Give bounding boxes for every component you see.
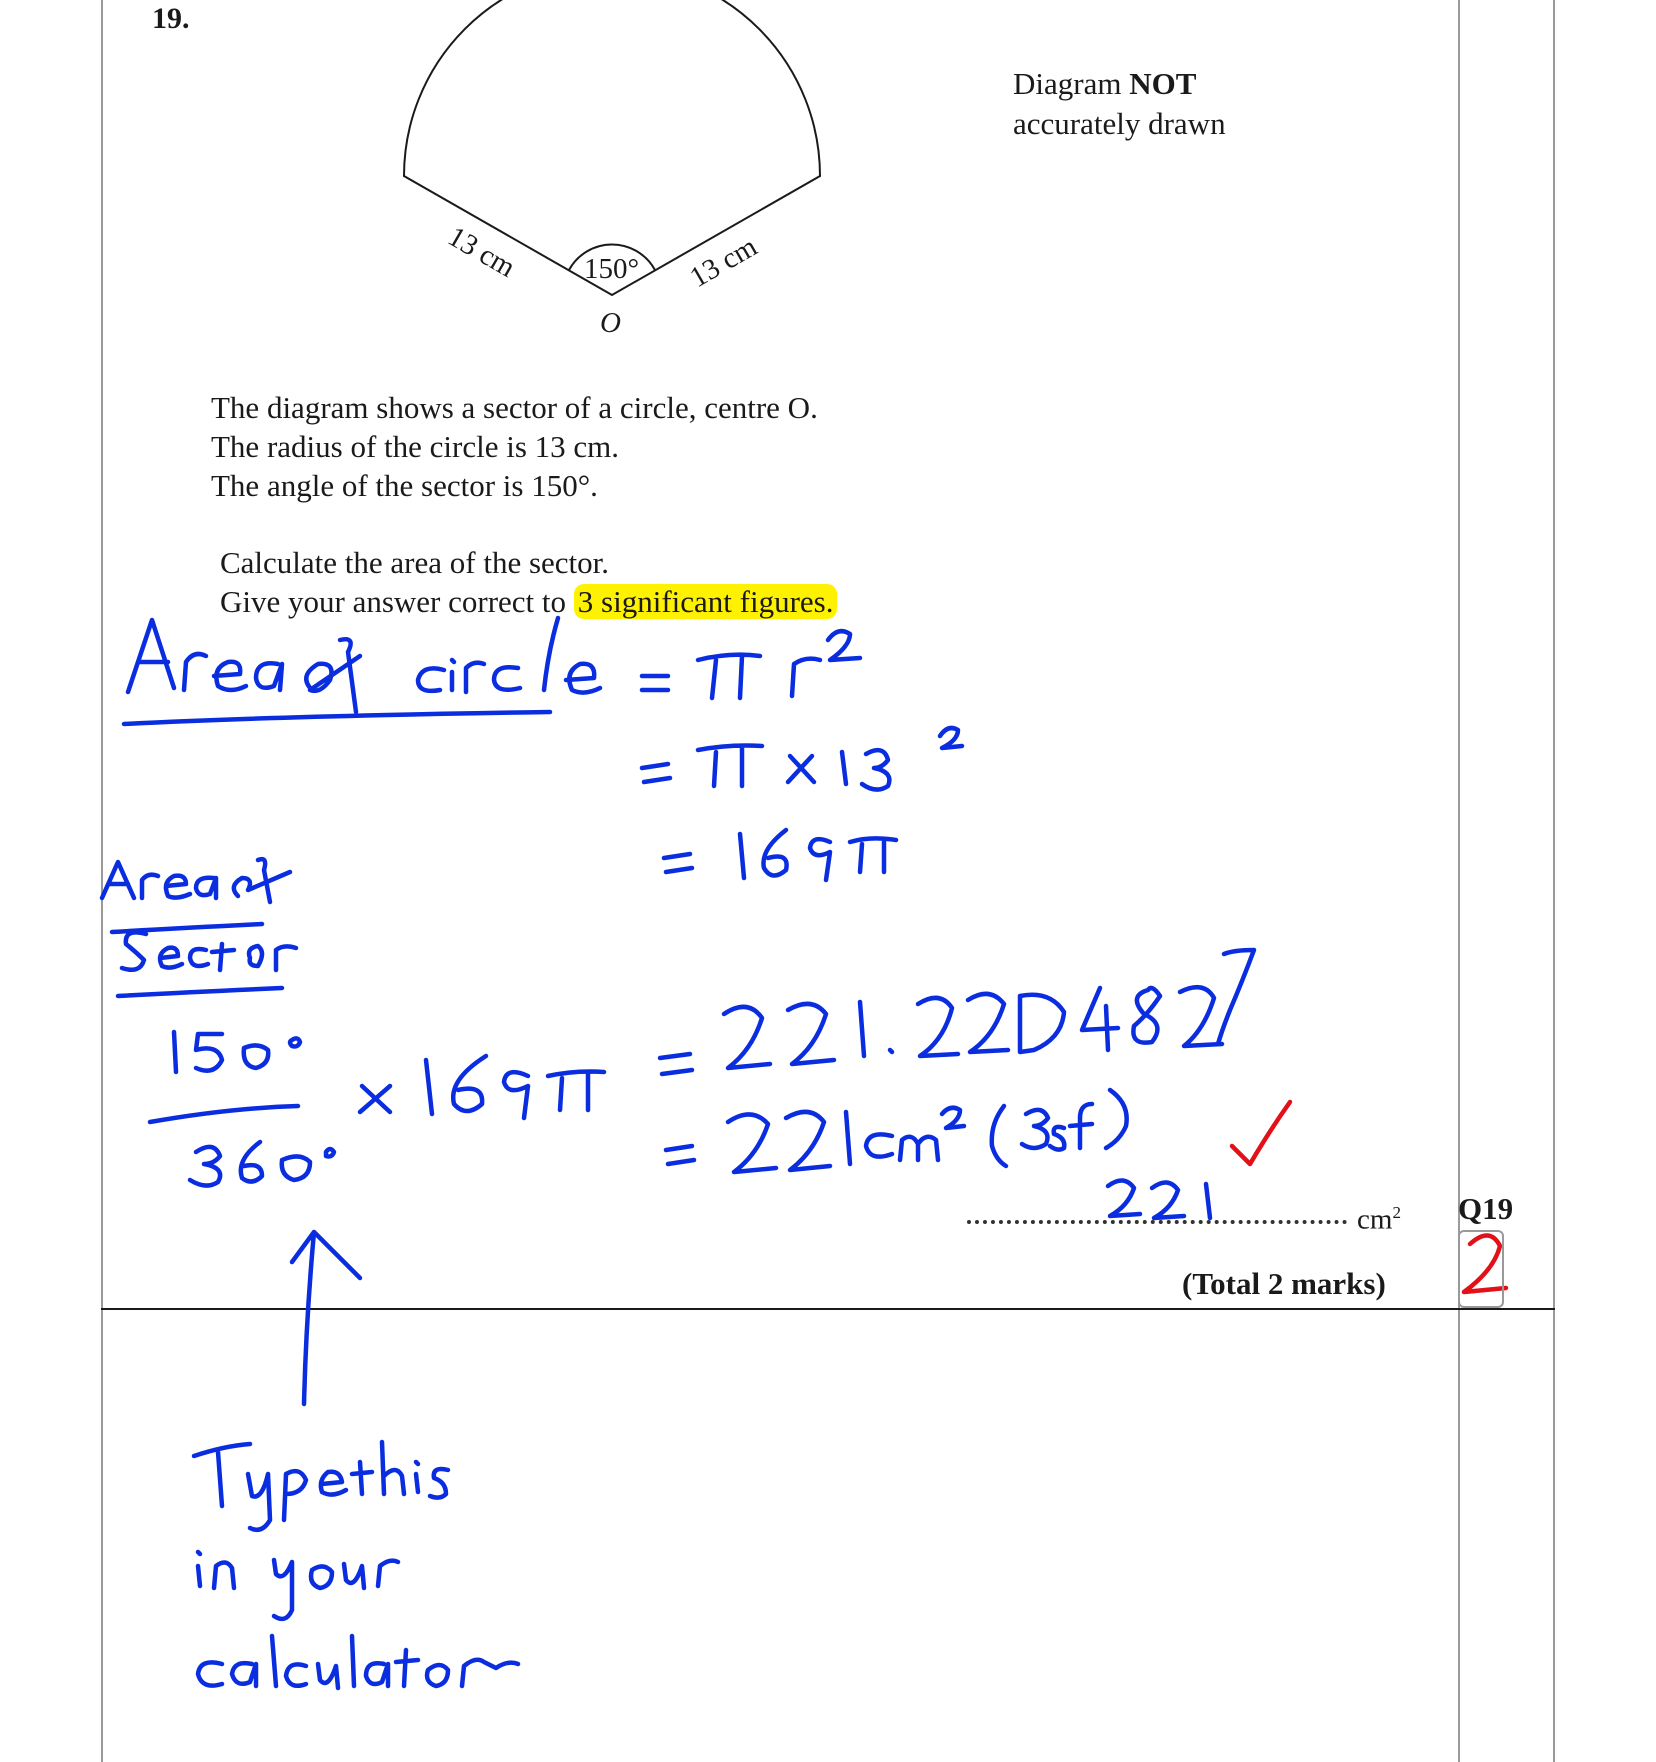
question-label: Q19 — [1458, 1191, 1514, 1226]
answer-unit — [1357, 1203, 1401, 1237]
answer-line — [967, 1220, 1347, 1224]
instruction-1: Calculate the area of the sector. — [220, 545, 610, 580]
statement-3: The angle of the sector is 150°. — [211, 468, 598, 503]
answer-unit-power: 2 — [1392, 1203, 1401, 1222]
hw-red-tick — [1232, 1102, 1290, 1164]
hw-area-of-circle — [124, 618, 860, 724]
statement-2: The radius of the circle is 13 cm. — [211, 429, 620, 464]
hw-final-answer-221 — [1108, 1180, 1210, 1218]
hw-area-of-sector — [102, 859, 296, 996]
centre-label: O — [600, 307, 621, 339]
left-radius-label: 13 cm — [442, 220, 521, 284]
hw-169pi — [664, 830, 896, 880]
hw-pi-times-13-squared — [642, 728, 962, 790]
hw-arrow-and-note — [194, 1232, 518, 1688]
hw-rounded-answer — [666, 1090, 1127, 1172]
mark-box — [1458, 1230, 1504, 1308]
right-radius-label: 13 cm — [684, 230, 763, 295]
diagram-note-suffix: accurately drawn — [1013, 106, 1226, 141]
question-number: 19. — [152, 2, 190, 35]
angle-label: 150° — [584, 253, 640, 285]
answer-unit-text: cm — [1357, 1203, 1393, 1236]
instruction-2-plain: Give your answer correct to — [220, 584, 574, 619]
diagram-note-prefix: Diagram — [1013, 66, 1130, 101]
statement-1: The diagram shows a sector of a circle, centre O. — [211, 390, 818, 425]
diagram-note-bold: NOT — [1129, 66, 1197, 101]
hw-sector-calculation — [150, 950, 1254, 1186]
total-marks: (Total 2 marks) — [1182, 1266, 1386, 1301]
highlighted-3sf: 3 significant figures. — [574, 584, 838, 619]
